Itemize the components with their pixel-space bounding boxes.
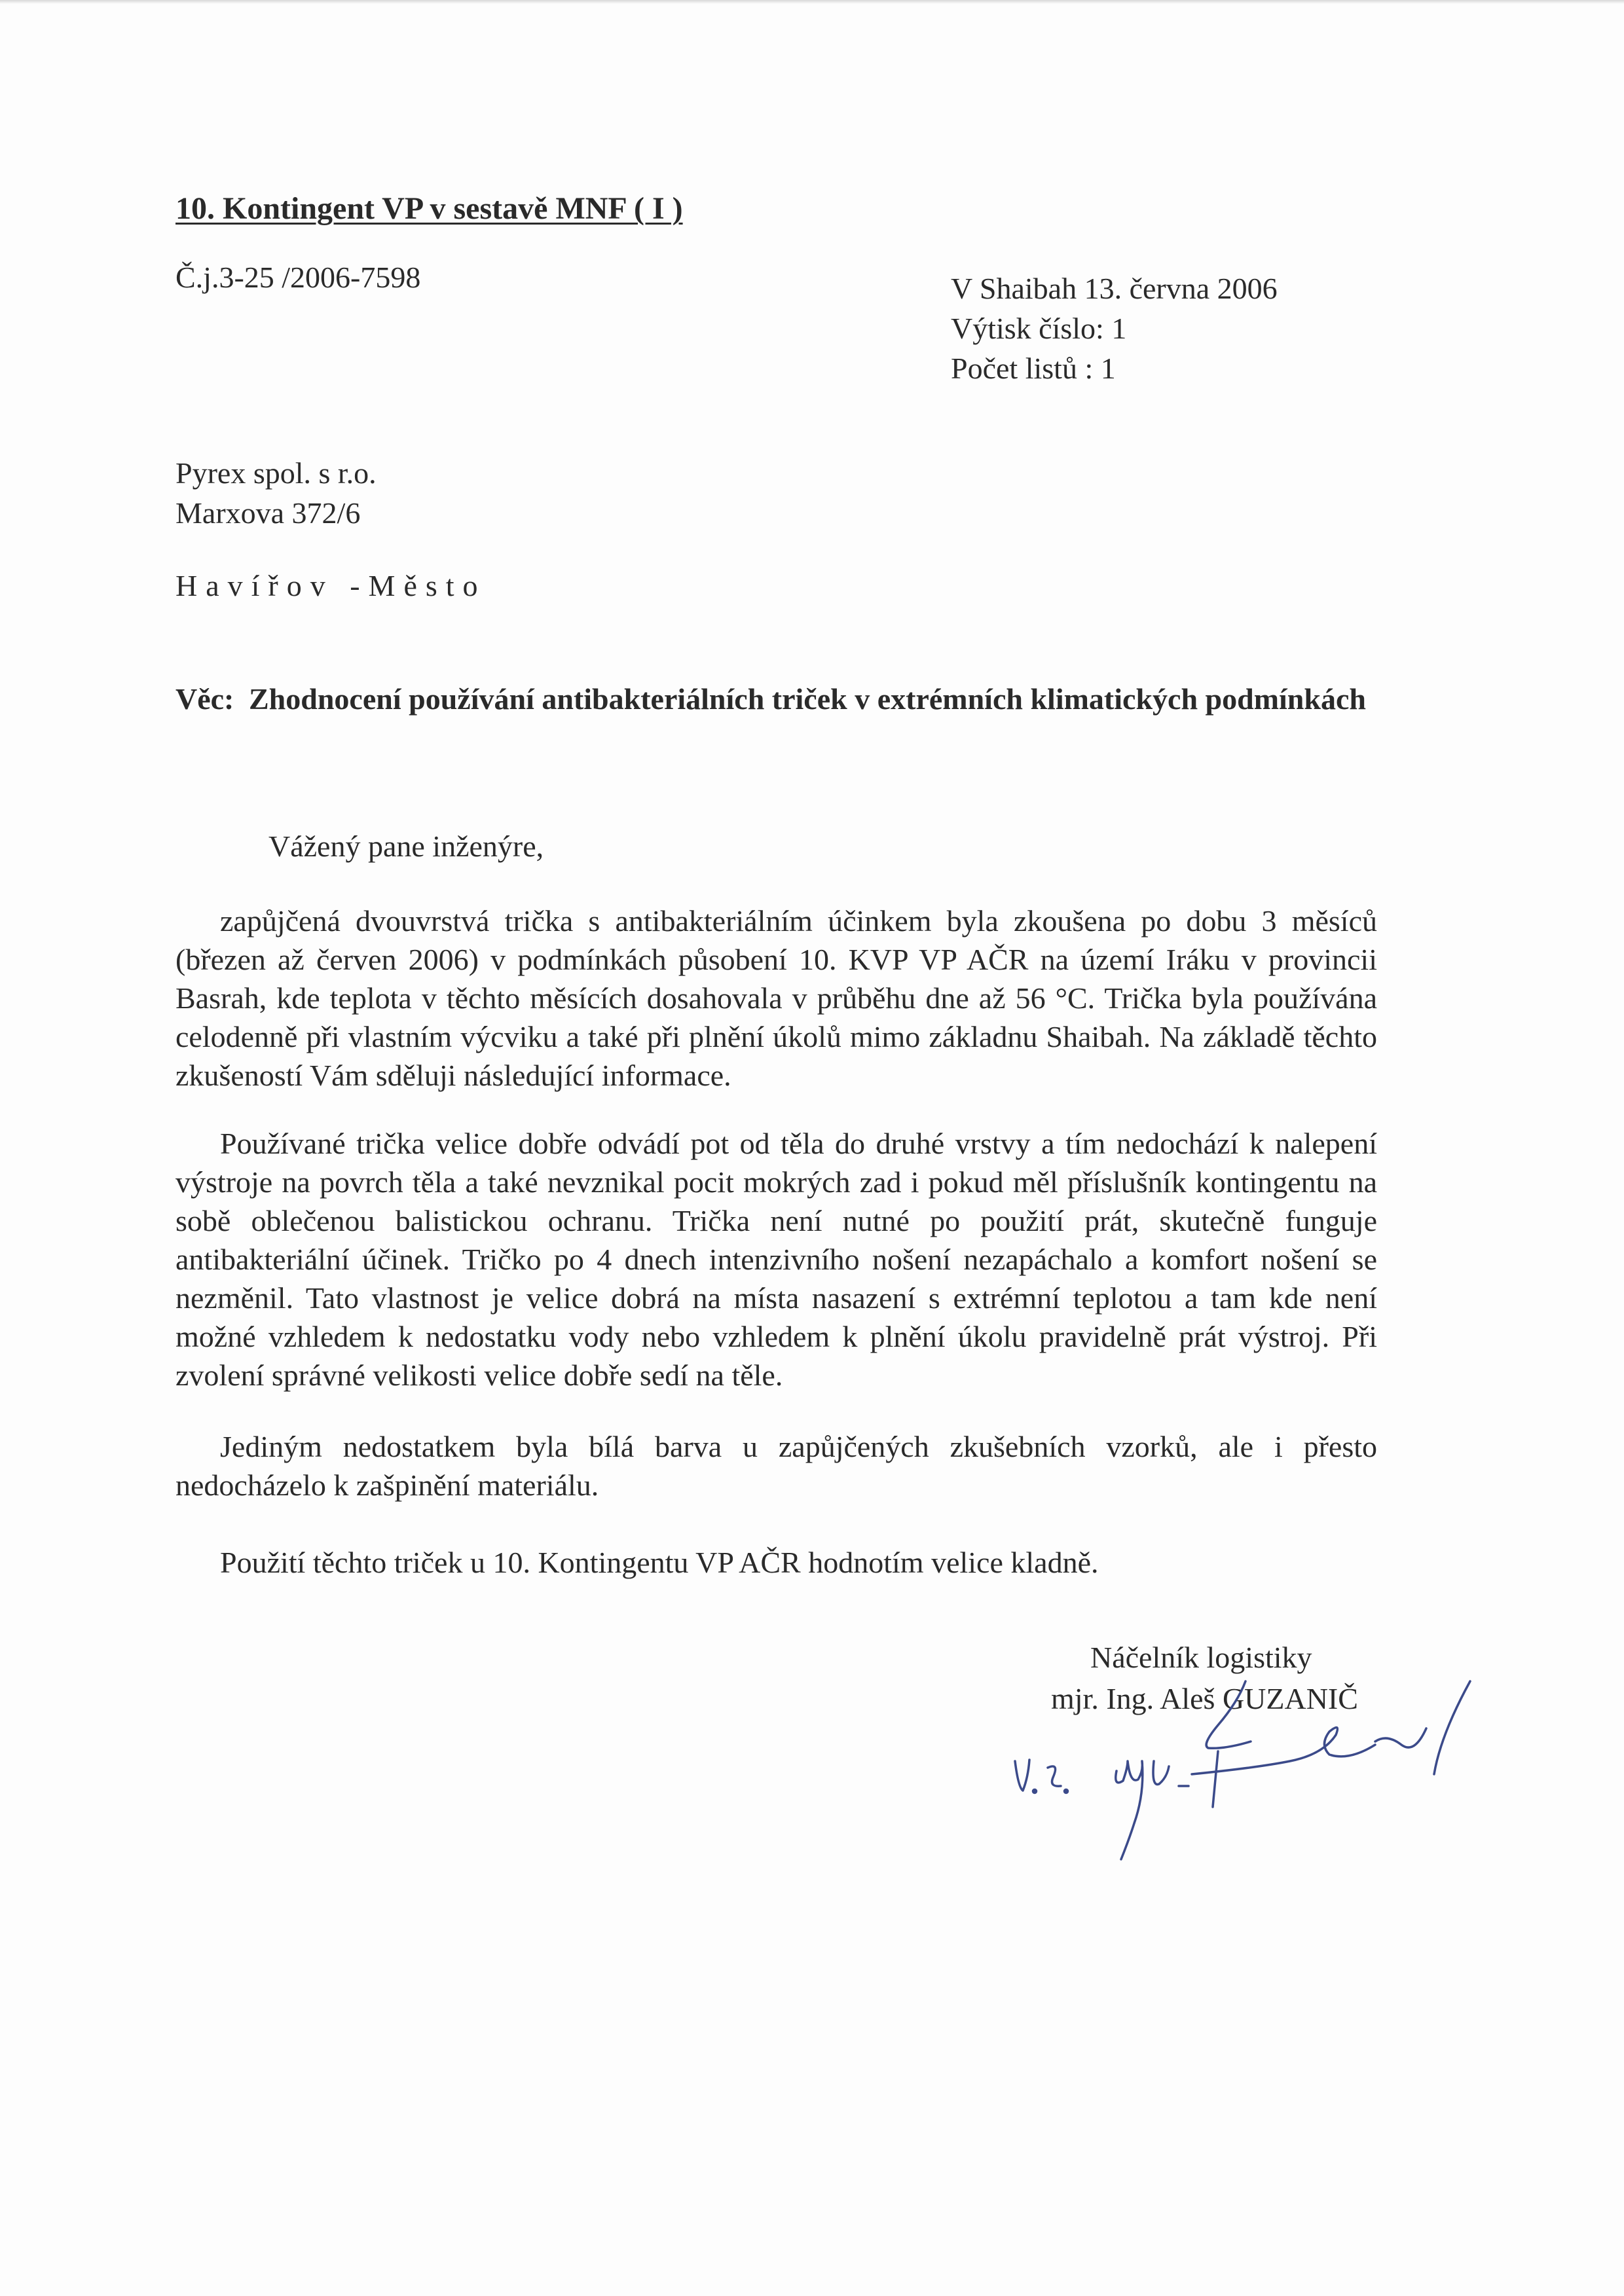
recipient-city: Havířov -Město [175, 569, 487, 602]
paragraph-1: zapůjčená dvouvrstvá trička s antibakteriálním účinkem byla zkoušena po dobu 3 měsíců (březen až červen 2006) v podmínkách působení 10. KVP VP AČR na území Iráku v provincii Basrah, kde teplota v těchto měsících dosahovala v průběhu dne až 56 °C. Trička byla používána celodenně při vlastním výcviku a také při plnění úkolů mimo základnu Shaibah. Na základě těchto zkušeností Vám sděluji následující informace. [175, 904, 1377, 1092]
recipient-company: Pyrex spol. s r.o. [175, 456, 377, 490]
signatory-title: Náčelník logistiky [1090, 1641, 1312, 1674]
signatory-name: mjr. Ing. Aleš GUZANIČ [1051, 1682, 1358, 1715]
salutation: Vážený pane inženýre, [268, 829, 544, 863]
document-meta [951, 268, 1278, 388]
recipient-street: Marxova 372/6 [175, 496, 361, 530]
place-date: V Shaibah 13. června 2006 [951, 272, 1278, 305]
subject-text: Zhodnocení používání antibakteriálních triček v extrémních klimatických podmínkách [249, 682, 1366, 716]
paragraph-4: Použití těchto triček u 10. Kontingentu VP AČR hodnotím velice kladně. [220, 1546, 1099, 1579]
paragraph-3: Jediným nedostatkem byla bílá barva u zapůjčených zkušebních vzorků, ale i přesto nedocházelo k zašpinění materiálu. [175, 1430, 1377, 1502]
handwritten-signature [982, 1663, 1480, 1872]
copy-number: Výtisk číslo: 1 [951, 312, 1127, 345]
paragraph-2: Používané trička velice dobře odvádí pot od těla do druhé vrstvy a tím nedochází k nalepení výstroje na povrch těla a také nevznikal pocit mokrých zad i pokud měl příslušník kontingentu na sobě oblečenou balistickou ochranu. Trička není nutné po použití prát, skutečně funguje antibakteriální účinek. Tričko po 4 dnech intenzivního nošení nezapáchalo a komfort nošení se nezměnil. Tato vlastnost je velice dobrá na místa nasazení s extrémní teplotou a tam kde není možné vzhledem k nedostatku vody nebo vzhledem k plnění úkolu pravidelně prát výstroj. Při zvolení správné velikosti velice dobře sedí na těle. [175, 1127, 1377, 1392]
sheet-count: Počet listů : 1 [951, 352, 1116, 385]
letter-header-unit: 10. Kontingent VP v sestavě MNF ( I ) [175, 191, 683, 226]
reference-number: Č.j.3-25 /2006-7598 [175, 261, 421, 294]
subject-label: Věc: [175, 682, 234, 716]
recipient-address [175, 453, 377, 533]
